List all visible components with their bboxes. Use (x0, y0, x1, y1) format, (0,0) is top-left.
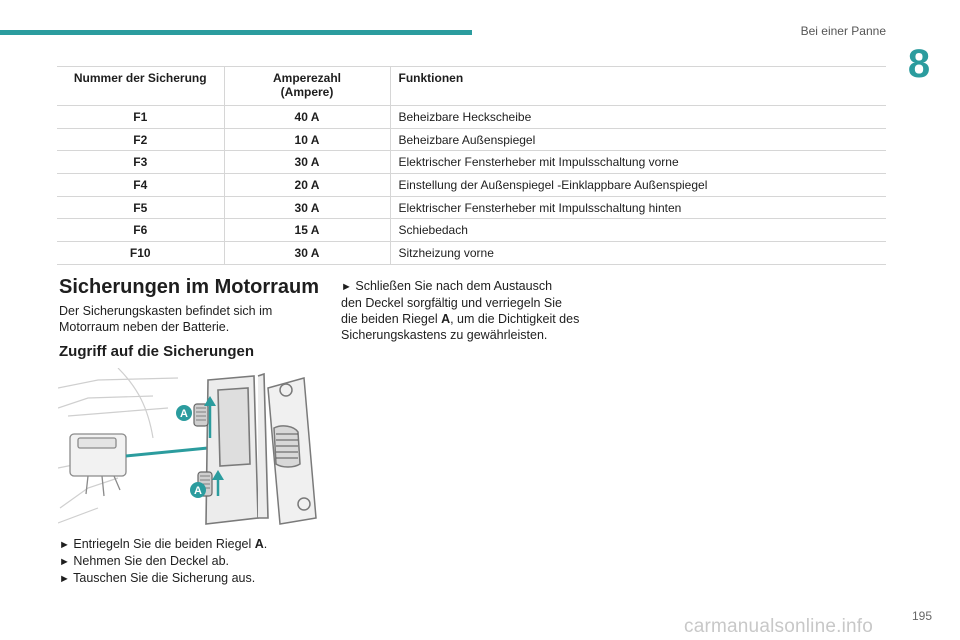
list-item (59, 570, 267, 587)
bullet-arrow-icon: ► (59, 556, 70, 568)
amps-cell: 20 A (224, 174, 390, 197)
steps-list (59, 536, 267, 587)
intro-line: Der Sicherungskasten befindet sich im (59, 304, 273, 318)
fuse-cell: F10 (57, 242, 224, 265)
step-end: . (263, 537, 268, 551)
closing-text: Schließen Sie nach dem Austausch (355, 279, 553, 293)
header-amperage (224, 67, 390, 106)
table-row (57, 196, 886, 219)
function-cell: Einstellung der Außenspiegel -Einklappbare Außenspiegel (390, 174, 886, 197)
function-cell: Beheizbare Heckscheibe (390, 106, 886, 129)
step-text: Nehmen Sie den Deckel ab. (73, 554, 230, 568)
callout-a-top: A (180, 408, 188, 420)
closing-paragraph (341, 278, 579, 343)
amps-cell: 15 A (224, 219, 390, 242)
closing-text: die beiden Riegel (341, 312, 442, 326)
fuse-table-header-row (57, 67, 886, 106)
table-row (57, 174, 886, 197)
function-cell: Sitzheizung vorne (390, 242, 886, 265)
page-number: 195 (912, 609, 933, 623)
fuse-cell: F3 (57, 151, 224, 174)
section-heading: Sicherungen im Motorraum (59, 276, 320, 298)
chapter-title: Bei einer Panne (800, 24, 886, 38)
amps-cell: 40 A (224, 106, 390, 129)
closing-ref: A (441, 312, 451, 326)
table-row (57, 106, 886, 129)
function-cell: Elektrischer Fensterheber mit Impulsschaltung vorne (390, 151, 886, 174)
amps-cell: 30 A (224, 242, 390, 265)
function-cell: Schiebedach (390, 219, 886, 242)
amps-cell: 30 A (224, 196, 390, 219)
amps-cell: 30 A (224, 151, 390, 174)
step-text: Entriegeln Sie die beiden Riegel (73, 537, 255, 551)
fuse-cell: F6 (57, 219, 224, 242)
fuse-box-illustration (58, 368, 320, 530)
fuse-cell: F4 (57, 174, 224, 197)
list-item (59, 553, 267, 570)
header-fuse-number: Nummer der Sicherung (57, 67, 224, 106)
watermark: carmanualsonline.info (684, 616, 874, 637)
fuse-cell: F5 (57, 196, 224, 219)
closing-line (341, 311, 579, 327)
table-row (57, 128, 886, 151)
closing-line: den Deckel sorgfältig und verriegeln Sie (341, 296, 562, 310)
step-ref: A (254, 537, 264, 551)
header-accent-bar (0, 30, 472, 35)
amps-cell: 10 A (224, 128, 390, 151)
step-text: Tauschen Sie die Sicherung aus. (73, 571, 256, 585)
closing-line: Sicherungskastens zu gewährleisten. (341, 328, 548, 342)
list-item (59, 536, 267, 553)
intro-line: Motorraum neben der Batterie. (59, 320, 230, 334)
access-heading: Zugriff auf die Sicherungen (59, 343, 255, 360)
fuse-cell: F2 (57, 128, 224, 151)
header-amperage-line2: (Ampere) (280, 85, 334, 99)
function-cell: Elektrischer Fensterheber mit Impulsschaltung hinten (390, 196, 886, 219)
function-cell: Beheizbare Außenspiegel (390, 128, 886, 151)
closing-line (341, 278, 579, 295)
bullet-arrow-icon: ► (59, 573, 70, 585)
table-row (57, 242, 886, 265)
table-row (57, 219, 886, 242)
chapter-number: 8 (907, 42, 931, 86)
header-functions: Funktionen (390, 67, 886, 106)
bullet-arrow-icon: ► (341, 281, 352, 293)
fuse-table (57, 66, 886, 265)
header-amperage-line1: Amperezahl (272, 71, 342, 85)
intro-paragraph (59, 303, 272, 335)
bullet-arrow-icon: ► (59, 539, 70, 551)
closing-text: , um die Dichtigkeit des (450, 312, 580, 326)
table-row (57, 151, 886, 174)
callout-a-bottom: A (194, 485, 202, 497)
fuse-cell: F1 (57, 106, 224, 129)
